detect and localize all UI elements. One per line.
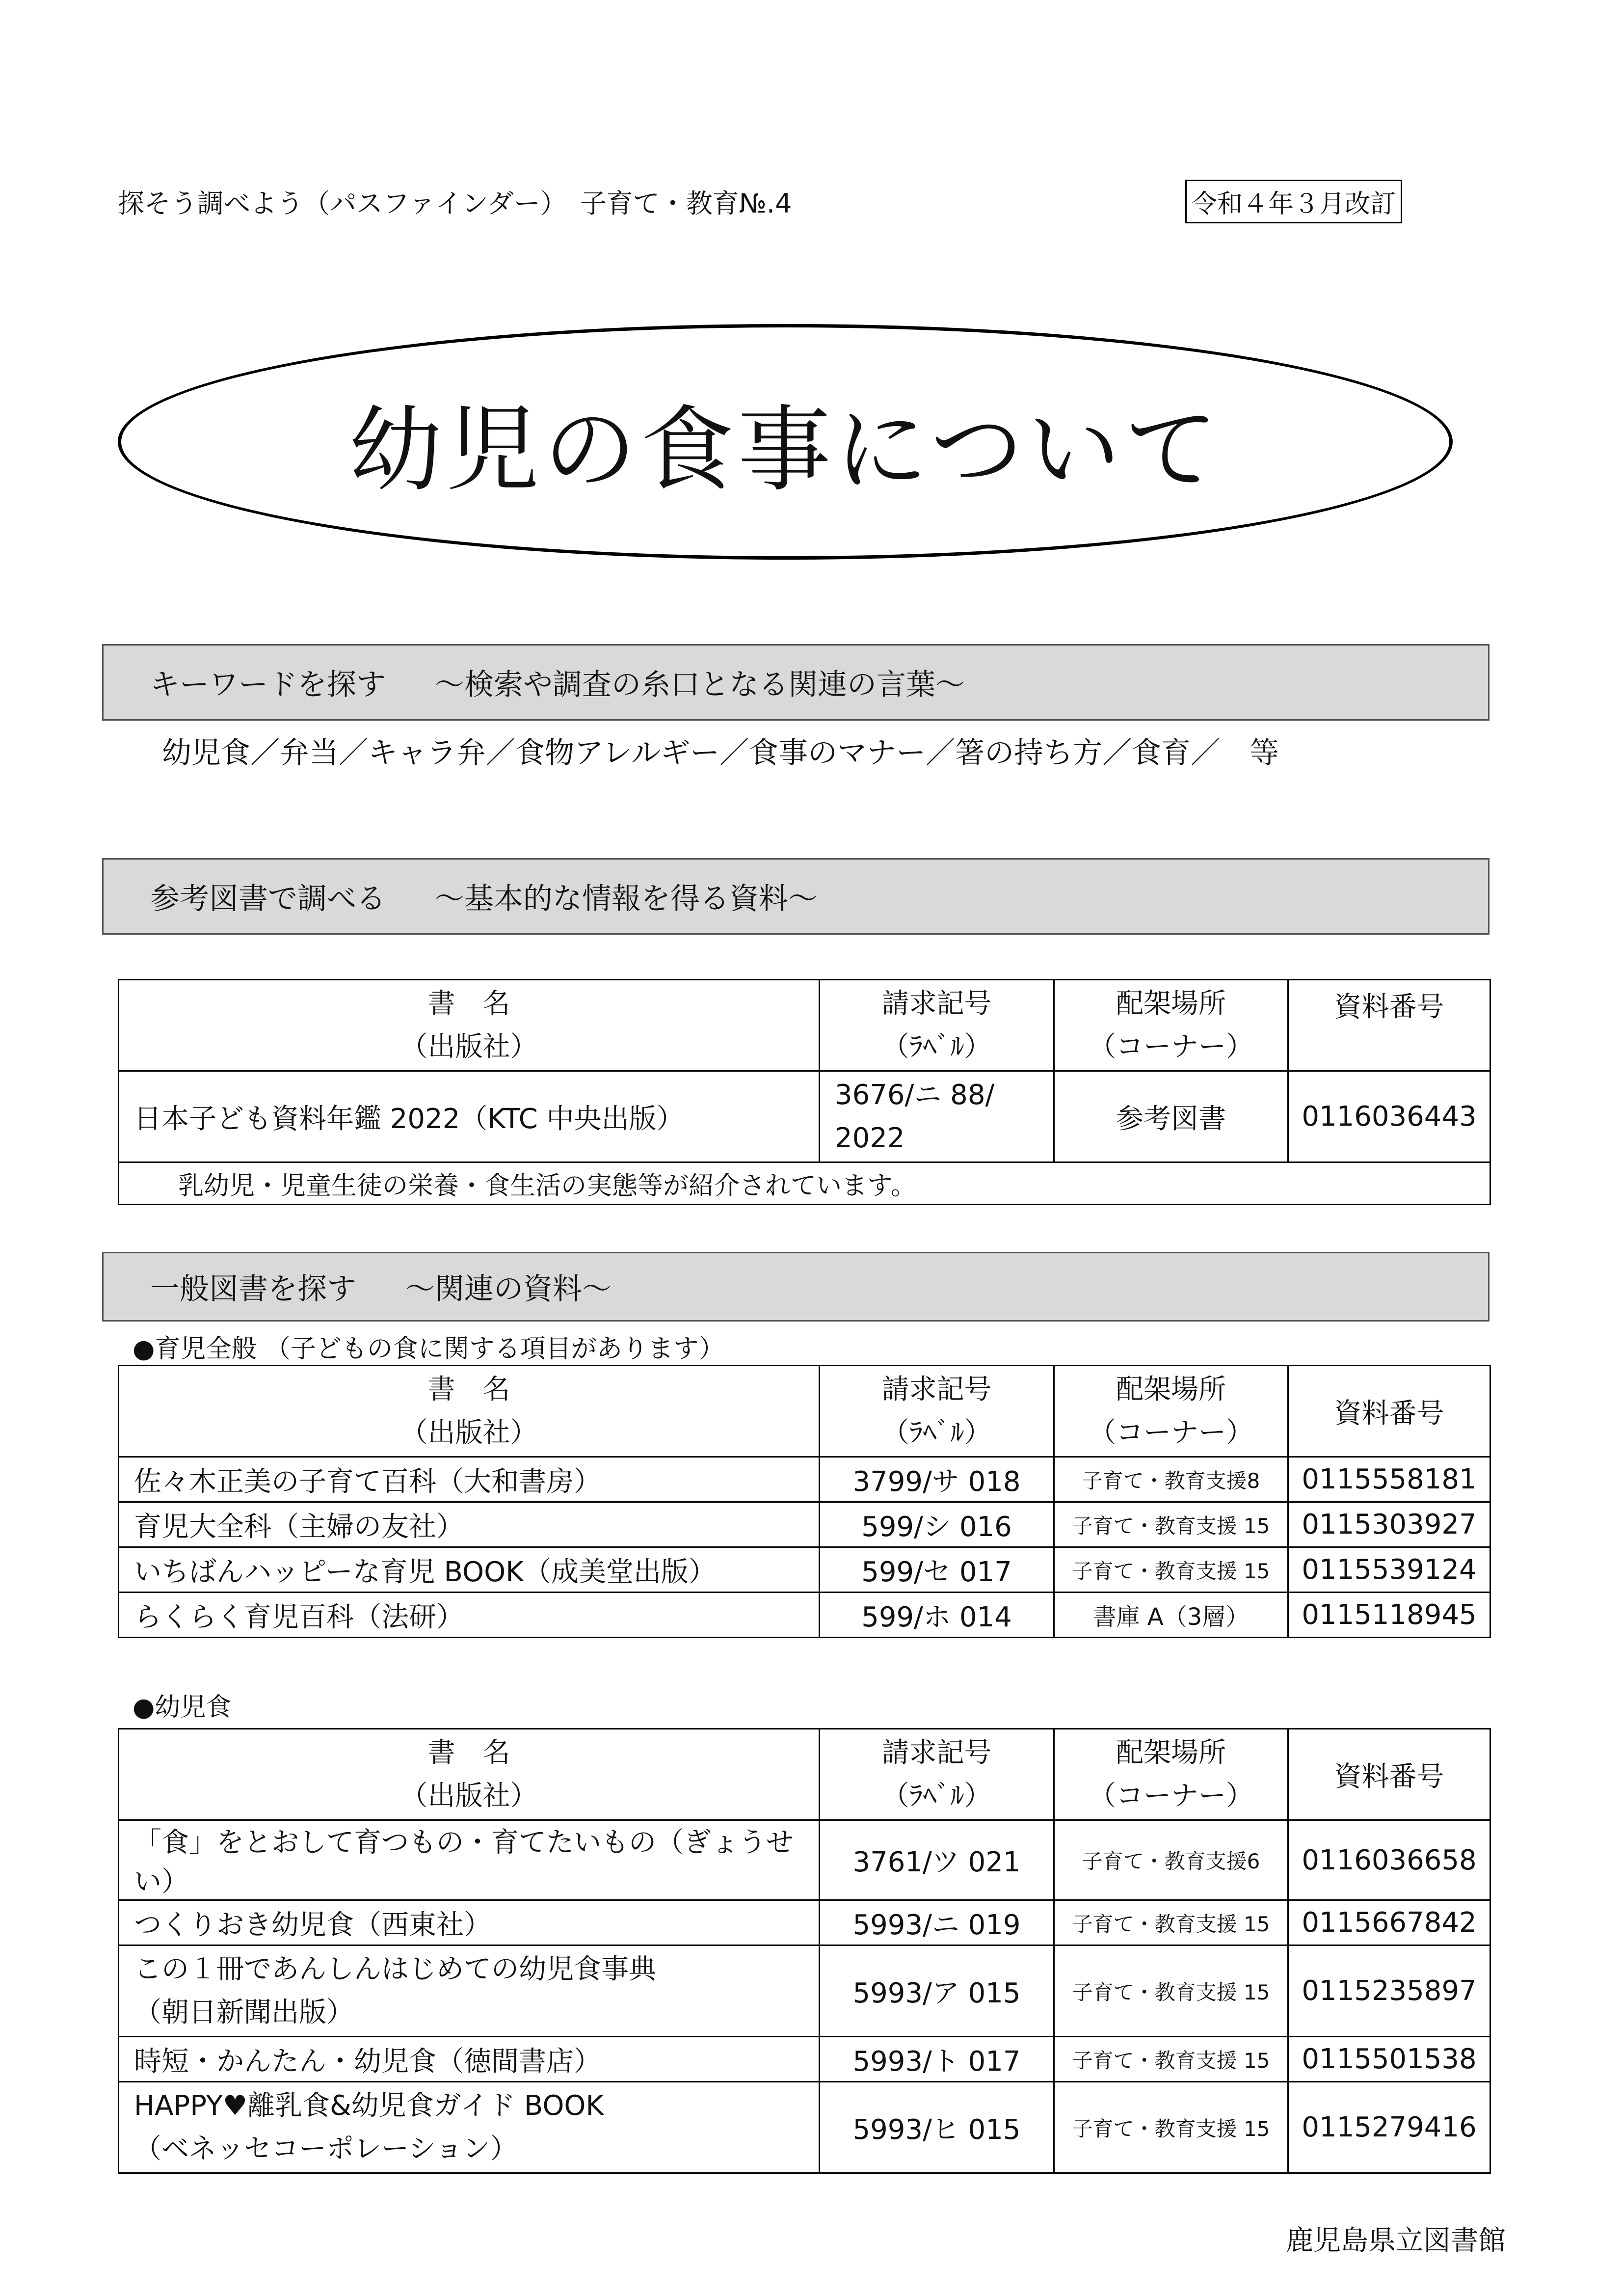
col-call-header: 請求記号 （ﾗﾍﾞﾙ） bbox=[820, 980, 1054, 1071]
reference-subheading: ～基本的な情報を得る資料～ bbox=[435, 882, 818, 916]
group-label-toddler-food: ●幼児食 bbox=[133, 1693, 232, 1722]
revision-badge: 令和４年３月改訂 bbox=[1185, 180, 1402, 223]
shelf-location: 子育て・教育支援 15 bbox=[1054, 2082, 1288, 2173]
general-heading: 一般図書を探す bbox=[150, 1272, 356, 1306]
col-location-header: 配架場所 （コーナー） bbox=[1054, 1366, 1288, 1457]
col-number-header: 資料番号 bbox=[1288, 1729, 1490, 1820]
table-row bbox=[119, 1457, 1490, 1502]
series-label: 探そう調べよう（パスファインダー） 子育て・教育№.4 bbox=[118, 188, 792, 219]
table-row bbox=[119, 2082, 1490, 2173]
book-title: いちばんハッピーな育児 BOOK（成美堂出版） bbox=[119, 1547, 820, 1593]
book-title: 「食」をとおして育つもの・育てたいもの（ぎょうせい） bbox=[119, 1820, 820, 1900]
call-number: 3761/ツ 021 bbox=[820, 1820, 1054, 1900]
item-number: 0115558181 bbox=[1288, 1457, 1490, 1502]
reference-table bbox=[118, 979, 1491, 1205]
shelf-location: 子育て・教育支援 15 bbox=[1054, 2037, 1288, 2082]
item-number: 0115118945 bbox=[1288, 1593, 1490, 1638]
book-title: 時短・かんたん・幼児食（徳間書店） bbox=[119, 2037, 820, 2082]
shelf-location: 子育て・教育支援 15 bbox=[1054, 1547, 1288, 1593]
call-number: 5993/ヒ 015 bbox=[820, 2082, 1054, 2173]
col-title-header: 書 名 （出版社） bbox=[119, 1729, 820, 1820]
col-call-header: 請求記号 （ﾗﾍﾞﾙ） bbox=[820, 1366, 1054, 1457]
item-number: 0115539124 bbox=[1288, 1547, 1490, 1593]
reference-heading: 参考図書で調べる bbox=[150, 882, 386, 916]
item-number: 0115303927 bbox=[1288, 1502, 1490, 1547]
table-row bbox=[119, 1502, 1490, 1547]
shelf-location: 子育て・教育支援 15 bbox=[1054, 1945, 1288, 2037]
item-number: 0115501538 bbox=[1288, 2037, 1490, 2082]
keyword-subheading: ～検索や調査の糸口となる関連の言葉～ bbox=[435, 668, 965, 702]
table-row bbox=[119, 1547, 1490, 1593]
call-number: 3676/ニ 88/ 2022 bbox=[820, 1071, 1054, 1162]
item-number: 0115235897 bbox=[1288, 1945, 1490, 2037]
table-header-row bbox=[119, 1729, 1490, 1820]
shelf-location: 子育て・教育支援 15 bbox=[1054, 1502, 1288, 1547]
call-number: 599/セ 017 bbox=[820, 1547, 1054, 1593]
book-title: つくりおき幼児食（西東社） bbox=[119, 1900, 820, 1945]
table-row bbox=[119, 1593, 1490, 1638]
general-subheading: ～関連の資料～ bbox=[405, 1272, 612, 1306]
page-title: 幼児の食事について bbox=[348, 395, 1222, 504]
title-oval bbox=[118, 324, 1453, 560]
book-title: この１冊であんしんはじめての幼児食事典 （朝日新聞出版） bbox=[119, 1945, 820, 2037]
shelf-location: 子育て・教育支援8 bbox=[1054, 1457, 1288, 1502]
shelf-location: 子育て・教育支援 15 bbox=[1054, 1900, 1288, 1945]
col-location-header: 配架場所 （コーナー） bbox=[1054, 980, 1288, 1071]
item-number: 0116036443 bbox=[1288, 1071, 1490, 1162]
item-number: 0115279416 bbox=[1288, 2082, 1490, 2173]
reference-note: 乳幼児・児童生徒の栄養・食生活の実態等が紹介されています。 bbox=[119, 1162, 1490, 1205]
col-number-header: 資料番号 bbox=[1288, 1366, 1490, 1457]
keyword-heading: キーワードを探す bbox=[150, 668, 386, 702]
table-header-row bbox=[119, 1366, 1490, 1457]
keyword-section-header bbox=[102, 644, 1490, 721]
col-call-header: 請求記号 （ﾗﾍﾞﾙ） bbox=[820, 1729, 1054, 1820]
childcare-table bbox=[118, 1365, 1491, 1638]
call-number: 599/ホ 014 bbox=[820, 1593, 1054, 1638]
call-number: 599/シ 016 bbox=[820, 1502, 1054, 1547]
table-row bbox=[119, 1900, 1490, 1945]
call-number: 5993/ト 017 bbox=[820, 2037, 1054, 2082]
col-title-header: 書 名 （出版社） bbox=[119, 980, 820, 1071]
table-row bbox=[119, 1071, 1490, 1162]
general-section-header bbox=[102, 1252, 1490, 1322]
note-row bbox=[119, 1162, 1490, 1205]
shelf-location: 書庫 A（3層） bbox=[1054, 1593, 1288, 1638]
book-title: 日本子ども資料年鑑 2022（KTC 中央出版） bbox=[119, 1071, 820, 1162]
call-number: 5993/ア 015 bbox=[820, 1945, 1054, 2037]
col-title-header: 書 名 （出版社） bbox=[119, 1366, 820, 1457]
table-header-row bbox=[119, 980, 1490, 1071]
keyword-list: 幼児食／弁当／キャラ弁／食物アレルギー／食事のマナー／箸の持ち方／食育／ 等 bbox=[162, 736, 1279, 770]
book-title: らくらく育児百科（法研） bbox=[119, 1593, 820, 1638]
shelf-location: 子育て・教育支援6 bbox=[1054, 1820, 1288, 1900]
book-title: 育児大全科（主婦の友社） bbox=[119, 1502, 820, 1547]
book-title: HAPPY♥離乳食&幼児食ガイド BOOK （ベネッセコーポレーション） bbox=[119, 2082, 820, 2173]
table-row bbox=[119, 1820, 1490, 1900]
toddler-food-table bbox=[118, 1728, 1491, 2174]
call-number: 3799/サ 018 bbox=[820, 1457, 1054, 1502]
item-number: 0115667842 bbox=[1288, 1900, 1490, 1945]
table-row bbox=[119, 1945, 1490, 2037]
library-name: 鹿児島県立図書館 bbox=[1286, 2225, 1506, 2257]
reference-section-header bbox=[102, 858, 1490, 935]
group-label-childcare: ●育児全般 （子どもの食に関する項目があります） bbox=[133, 1334, 724, 1364]
call-number: 5993/ニ 019 bbox=[820, 1900, 1054, 1945]
table-row bbox=[119, 2037, 1490, 2082]
col-location-header: 配架場所 （コーナー） bbox=[1054, 1729, 1288, 1820]
shelf-location: 参考図書 bbox=[1054, 1071, 1288, 1162]
item-number: 0116036658 bbox=[1288, 1820, 1490, 1900]
book-title: 佐々木正美の子育て百科（大和書房） bbox=[119, 1457, 820, 1502]
col-number-header: 資料番号 bbox=[1288, 980, 1490, 1071]
